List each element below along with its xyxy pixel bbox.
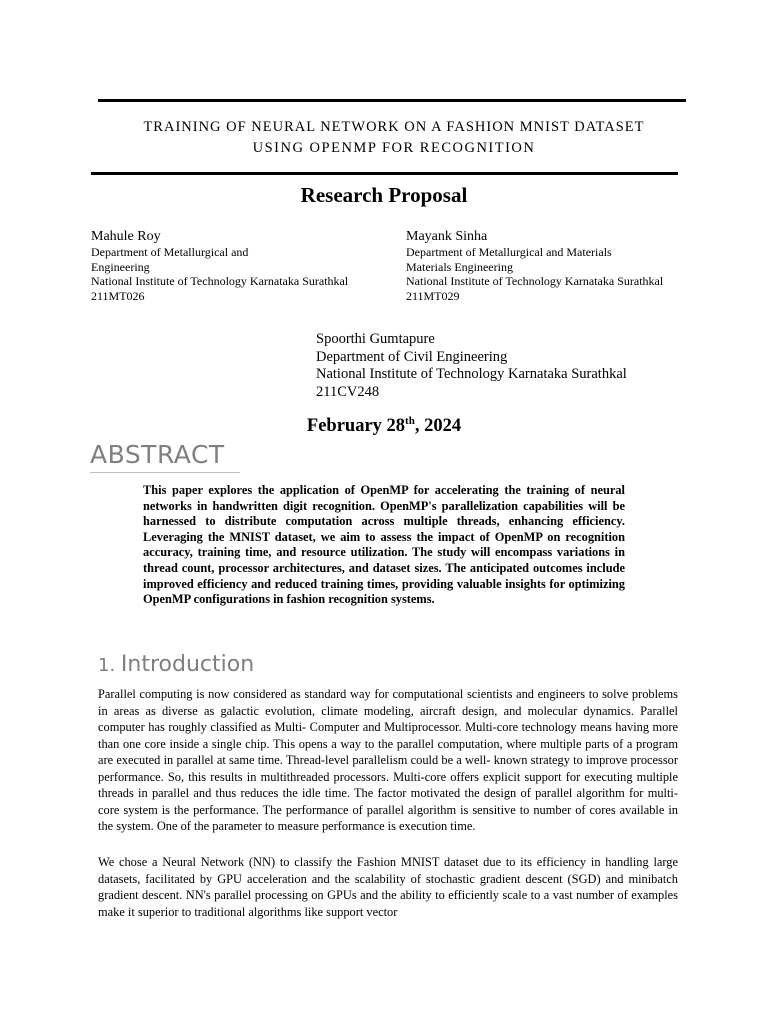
author-department-cont: Materials Engineering bbox=[406, 259, 513, 274]
date-month-day: February 28 bbox=[306, 416, 406, 436]
author-institute: National Institute of Technology Karnataka Surathkal bbox=[406, 274, 664, 288]
author-name: Mahule Roy bbox=[91, 229, 161, 244]
proposal-date bbox=[0, 416, 768, 437]
author-department: Department of Metallurgical and Materials bbox=[406, 245, 612, 259]
author-institute: National Institute of Technology Karnataka Surathkal bbox=[316, 366, 627, 382]
abstract-text: This paper explores the application of OpenMP for accelerating the training of neural networks in handwritten digit recognition. OpenMP's parallelization capabilities will be harnessed to distribute computation across multiple threads, enhancing efficiency. Leveraging the MNIST dataset, we aim to assess the impact of OpenMP on recognition accuracy, training time, and resource utilization. The study will encompass variations in thread count, processor architectures, and dataset sizes. The anticipated outcomes include improved efficiency and reduced training times, providing valuable insights for optimizing OpenMP configurations in fashion recognition systems. bbox=[143, 483, 625, 607]
introduction-paragraph-2: We chose a Neural Network (NN) to classify the Fashion MNIST dataset due to its efficiency in handling large datasets, facilitated by GPU acceleration and the scalability of stochastic gradient descent (SGD) and minibatch gradient descent. NN's parallel processing on GPUs and the ability to efficiently scale to a vast number of examples make it superior to traditional algorithms like support vector bbox=[98, 855, 678, 919]
author-name: Spoorthi Gumtapure bbox=[316, 331, 435, 347]
introduction-heading bbox=[98, 652, 254, 677]
date-ordinal-suffix: th bbox=[405, 415, 415, 427]
paper-title-line-1: TRAINING OF NEURAL NETWORK ON A FASHION MNIST DATASET bbox=[143, 119, 645, 135]
introduction-paragraph-1: Parallel computing is now considered as standard way for computational scientists and engineers to solve problems in areas as diverse as galactic evolution, climate modeling, aircraft design, and molecular dynamics. Parallel computer has roughly classified as Multi- Computer and Multiprocessor. Multi-core technology means having more than one core inside a single chip. This opens a way to the parallel computation, where multiple parts of a program are executed in parallel at same time. Thread-level parallelism could be a well- known strategy to improve processor performance. So, this results in multithreaded processors. Multi-core offers explicit support for executing multiple threads in parallel and thus reduces the idle time. The factor motivated the design of parallel algorithm for multi-core system is the performance. The performance of parallel algorithm is sensitive to number of cores available in the system. One of the parameter to measure performance is execution time. bbox=[98, 687, 678, 833]
author-department-cont: Engineering bbox=[91, 259, 150, 274]
abstract-heading-underline bbox=[90, 472, 240, 473]
paper-title-line-2: USING OPENMP FOR RECOGNITION bbox=[252, 140, 536, 156]
title-bottom-rule bbox=[91, 172, 678, 175]
author-block-3 bbox=[316, 331, 627, 401]
abstract-heading: ABSTRACT bbox=[90, 440, 225, 469]
author-id: 211MT026 bbox=[91, 288, 145, 303]
author-institute: National Institute of Technology Karnataka Surathkal bbox=[91, 274, 349, 288]
section-number: 1. bbox=[98, 655, 121, 676]
section-title: Introduction bbox=[120, 652, 255, 677]
document-type-heading: Research Proposal bbox=[300, 183, 468, 207]
top-horizontal-rule bbox=[98, 99, 686, 102]
author-block-1 bbox=[91, 228, 348, 303]
author-department: Department of Metallurgical and bbox=[91, 245, 249, 259]
author-block-2 bbox=[406, 228, 663, 303]
author-id: 211MT029 bbox=[406, 288, 460, 303]
date-year: , 2024 bbox=[414, 416, 462, 436]
author-id: 211CV248 bbox=[316, 383, 380, 400]
author-name: Mayank Sinha bbox=[406, 229, 488, 244]
author-department: Department of Civil Engineering bbox=[316, 348, 508, 365]
